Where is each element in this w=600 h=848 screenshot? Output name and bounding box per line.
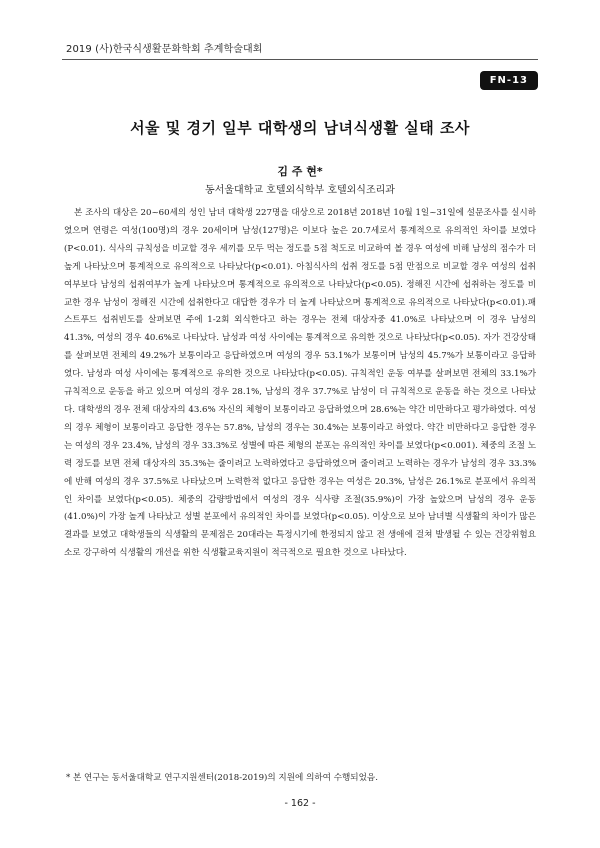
abstract-body: 본 조사의 대상은 20~60세의 성인 남녀 대학생 227명을 대상으로 2018년 2018년 10월 1일~31일에 설문조사를 실시하였으며 연령은 여성(100명)의 경우 20세이며 남성(127명)은 이보다 높은 20.7세로서 통계적으로 유의적인 차이를 보였다(P<0.01). 식사의 규칙성을 비교할 경우 세끼를 모두 먹는 정도를 5점 척도로 비교하여 볼 경우 여성에 비해 남성의 점수가 더 높게 나타났으며 통계적으로 유의적으로 나타났다(p<0.01). 아침식사의 섭취 정도를 5점 만점으로 비교할 경우 여성의 섭취여부보다 남성의 섭취여부가 높게 나타났으며 통계적으로 유의적으로 나타났다(p<0.05). 정해진 시간에 섭취하는 정도를 비교한 경우 남성이 정해진 시간에 섭취한다고 대답한 경우가 더 높게 나타났으며 통계적으로 유의적으로 나타났다(p<0.01).패스트푸드 섭취빈도를 살펴보면 주에 1-2회 외식한다고 하는 경우는 전체 대상자중 41.0%로 나타났으며 이 경우 남성의 41.3%, 여성의 경우 40.6%로 나타났다. 남성과 여성 사이에는 통계적으로 유의한 것으로 나타났다(p<0.05). 자가 건강상태를 살펴보면 전체의 49.2%가 보통이라고 응답하였으며 여성의 경우 53.1%가 보통이며 남성의 45.7%가 보통이라고 응답하였다. 남성과 여성 사이에는 통계적으로 유의한 것으로 나타났다(p<0.05). 규칙적인 운동 여부를 살펴보면 전체의 33.1%가 규칙적으로 운동을 하고 있으며 여성의 경우 28.1%, 남성의 경우 37.7%로 남성이 더 규칙적으로 운동을 하는 것으로 나타났다. 대학생의 경우 전체 대상자의 43.6% 자신의 체형이 보통이라고 응답하였으며 28.6%는 약간 비만하다고 평가하였다. 여성의 경우 체형이 보통이라고 응답한 경우는 57.8%, 남성의 경우는 30.4%는 보통이라고 하였다. 약간 비만하다고 응답한 경우는 여성의 경우 23.4%, 남성의 경우 33.3%로 성별에 따른 체형의 분포는 유의적인 차이를 보였다(p<0.001). 체중의 조절 노력 정도를 보면 전체 대상자의 35.3%는 줄이려고 노력하였다고 응답하였으며 줄이려고 노력하는 경우가 남성의 경우 33.3%에 반해 여성의 경우 37.5%로 나타났으며 노력한적 없다고 응답한 경우는 여성은 20.3%, 남성은 26.1%로 분포에서 유의적인 차이를 보였다(p<0.05). 체중의 감량방법에서 여성의 경우 식사량 조절(35.9%)이 가장 높았으며 남성의 경우 운동(41.0%)이 가장 높게 나타났고 성별 분포에서 유의적인 차이를 보였다(p<0.05). 이상으로 보아 남녀별 식생활의 차이가 많은 결과를 보였고 대학생들의 식생활의 문제점은 20대라는 특정시기에 한정되지 않고 전 생애에 걸쳐 발생될 수 있는 건강위험요소로 강구하여 식생활의 개선을 위한 식생활교육지원이 적극적으로 필요한 것으로 나타났다. [64,208,536,559]
paper-title: 서울 및 경기 일부 대학생의 남녀식생활 실태 조사 [130,119,470,137]
page-number: - 162 - [284,798,316,809]
running-header: 2019 (사)한국식생활문화학회 추계학술대회 [66,44,263,55]
funding-footnote: * 본 연구는 동서울대학교 연구지원센터(2018-2019)의 지원에 의하여 수행되었음. [66,773,378,783]
author-name: 김 주 현* [277,165,323,178]
session-code-badge: FN-13 [480,71,538,90]
header-divider [62,59,538,60]
author-affiliation: 동서울대학교 호텔외식학부 호텔외식조리과 [205,185,395,196]
